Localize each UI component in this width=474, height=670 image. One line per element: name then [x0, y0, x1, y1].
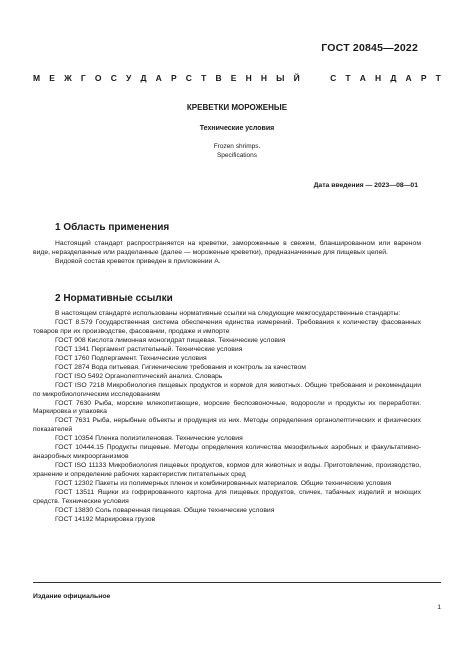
banner-letter: Н	[260, 73, 267, 83]
section2-paragraph: В настоящем стандарте использованы нормативные ссылки на следующие межгосударственные стандарты:	[55, 310, 401, 317]
banner-letter: Д	[390, 73, 397, 83]
banner-letter: Н	[375, 73, 382, 83]
banner-gap	[309, 73, 321, 83]
banner-letter: Г	[80, 73, 86, 83]
banner-letter: М	[33, 73, 41, 83]
section2-paragraph: ГОСТ 908 Кислота лимонная моногидрат пищевая. Технические условия	[55, 336, 286, 344]
banner-letter: В	[215, 73, 222, 83]
english-subtitle: Specifications	[216, 152, 258, 159]
section2-paragraph: ГОСТ 7631 Рыба, нерыбные объекты и продукция из них. Методы определения органолептических и физических показателей	[33, 417, 421, 434]
section2-paragraph: ГОСТ ISO 5492 Органолептический анализ. Словарь	[55, 372, 223, 380]
banner-letter: Е	[230, 73, 237, 83]
footer-divider	[33, 582, 441, 583]
banner-letter: О	[94, 73, 102, 83]
section1-paragraph: Видовой состав креветок приведен в приложении А.	[55, 257, 221, 265]
banner-letter: Ы	[276, 73, 285, 83]
banner-letter: Д	[140, 73, 147, 83]
effective-date: Дата введения — 2023—08—01	[313, 182, 418, 189]
section2-paragraph: ГОСТ ISO 7218 Микробиология пищевых продуктов и кормов для животных. Общие требования и рекомендации по микробиологическим исследованиям	[33, 381, 421, 398]
section2-paragraph: ГОСТ 7630 Рыба, морские млекопитающие, морские беспозвоночные, водоросли и продукты их переработки. Маркировка и упаковка	[33, 399, 421, 416]
section1-paragraph: Настоящий стандарт распространяется на креветки, замороженные в свежем, бланшированном или вареном виде, неразделанные или разделанные (далее — мороженые креветки), предназначенные для пищевых целей.	[33, 240, 421, 256]
banner-letter: С	[110, 73, 117, 83]
page-number: 1	[437, 604, 441, 611]
banner-letter: А	[405, 73, 412, 83]
section2-paragraph: ГОСТ 1341 Пергамент растительный. Технические условия	[55, 345, 243, 353]
banner-letter: Т	[435, 73, 441, 83]
banner-letter: Р	[420, 73, 427, 83]
section2-paragraph: ГОСТ 13830 Соль поваренная пищевая. Общие технические условия	[55, 506, 275, 514]
document-title: КРЕВЕТКИ МОРОЖЕНЫЕ	[186, 103, 288, 112]
standard-banner	[33, 73, 441, 83]
english-title: Frozen shrimps.	[213, 143, 261, 150]
section2-paragraph: ГОСТ 8.579 Государственная система обеспечения единства измерений. Требования к количеству фасованных товаров при их производстве, фасовании, продаже и импорте	[33, 318, 421, 335]
banner-letter: Т	[201, 73, 207, 83]
banner-letter: Е	[49, 73, 55, 83]
section2-paragraph: ГОСТ 10354 Пленка полиэтиленовая. Технические условия	[55, 435, 243, 443]
section-2-body	[33, 310, 421, 525]
section2-paragraph: ГОСТ 2874 Вода питьевая. Гигиенические требования и контроль за качеством	[55, 363, 306, 371]
section-1-body	[33, 240, 421, 267]
banner-letter: Н	[245, 73, 252, 83]
section2-paragraph: ГОСТ 1760 Подпергамент. Технические условия	[55, 354, 207, 362]
banner-letter: У	[125, 73, 132, 83]
section2-paragraph: ГОСТ ISO 11133 Микробиология пищевых продуктов, кормов для животных и воды. Приготовление, производство, хранение и определение рабочих характеристик питательных сред	[33, 462, 421, 479]
section2-paragraph: ГОСТ 14192 Маркировка грузов	[55, 515, 156, 523]
banner-letter: Й	[293, 73, 300, 83]
document-id: ГОСТ 20845—2022	[321, 42, 418, 54]
section2-paragraph: ГОСТ 10444.15 Продукты пищевые. Методы определения количества мезофильных аэробных и факультативно-анаэробных микроорганизмов	[33, 444, 421, 461]
document-subtitle: Технические условия	[199, 125, 275, 132]
section2-paragraph: ГОСТ 12302 Пакеты из полимерных пленок и комбинированных материалов. Общие технические условия	[55, 480, 392, 488]
banner-letter: А	[359, 73, 366, 83]
english-title-block	[0, 142, 474, 160]
banner-letter: Т	[345, 73, 351, 83]
section2-paragraph: ГОСТ 13511 Ящики из гофрированного картона для пищевых продуктов, спичек, табачных изделий и моющих средств. Технические условия	[33, 489, 421, 506]
banner-letter: Р	[170, 73, 177, 83]
section-2-heading: 2 Нормативные ссылки	[55, 293, 173, 304]
banner-letter: С	[330, 73, 337, 83]
banner-letter: Ж	[64, 73, 72, 83]
section-1-heading: 1 Область применения	[55, 222, 170, 233]
banner-letter: А	[155, 73, 162, 83]
banner-letter: С	[185, 73, 192, 83]
edition-label: Издание официальное	[33, 593, 111, 600]
